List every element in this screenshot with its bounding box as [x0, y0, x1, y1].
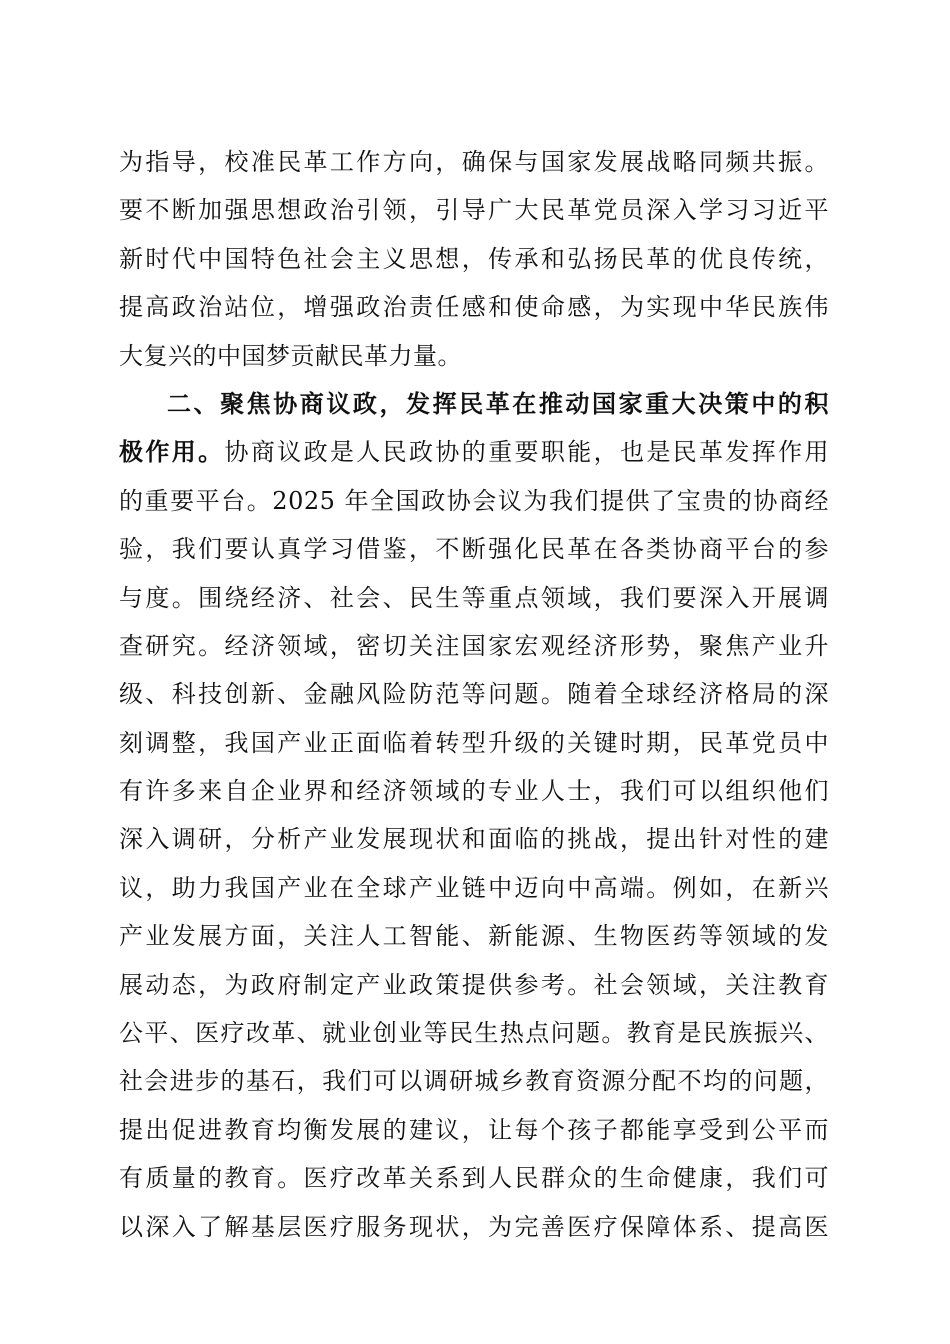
paragraph-line: 产业发展方面，关注人工智能、新能源、生物医药等领域的发 [119, 922, 829, 951]
paragraph-line: 有许多来自企业界和经济领域的专业人士，我们可以组织他们 [119, 777, 829, 806]
paragraph-line-rest: 协商议政是人民政协的重要职能，也是民革发挥作用 [224, 438, 830, 467]
paragraph-line: 深入调研，分析产业发展现状和面临的挑战，提出针对性的建 [119, 825, 829, 854]
paragraph-line: 社会进步的基石，我们可以调研城乡教育资源分配不均的问题， [119, 1067, 829, 1096]
paragraph-line: 验，我们要认真学习借鉴，不断强化民革在各类协商平台的参 [119, 535, 829, 564]
paragraph-line: 大复兴的中国梦贡献民革力量。 [119, 341, 462, 370]
paragraph-line: 以深入了解基层医疗服务现状，为完善医疗保障体系、提高医 [119, 1212, 829, 1241]
paragraph-line: 有质量的教育。医疗改革关系到人民群众的生命健康，我们可 [119, 1164, 829, 1193]
heading-continuation-line [119, 428, 829, 476]
paragraph-line: 提高政治站位，增强政治责任感和使命感，为实现中华民族伟 [119, 293, 829, 322]
paragraph-line: 查研究。经济领域，密切关注国家宏观经济形势，聚焦产业升 [119, 631, 829, 660]
paragraph-line: 议，助力我国产业在全球产业链中迈向中高端。例如，在新兴 [119, 873, 829, 902]
paragraph-line: 为指导，校准民革工作方向，确保与国家发展战略同频共振。 [119, 148, 829, 176]
section-heading-end: 极作用。 [119, 437, 225, 467]
paragraph-line: 级、科技创新、金融风险防范等问题。随着全球经济格局的深 [119, 680, 829, 709]
paragraph-line: 刻调整，我国产业正面临着转型升级的关键时期，民革党员中 [119, 728, 829, 757]
paragraph-line: 展动态，为政府制定产业政策提供参考。社会领域，关注教育 [119, 970, 829, 999]
paragraph-line: 的重要平台。2025 年全国政协会议为我们提供了宝贵的协商经 [119, 486, 829, 515]
paragraph-line: 新时代中国特色社会主义思想，传承和弘扬民革的优良传统， [119, 244, 829, 273]
paragraph-line: 要不断加强思想政治引领，引导广大民革党员深入学习习近平 [119, 196, 829, 225]
paragraph-line: 提出促进教育均衡发展的建议，让每个孩子都能享受到公平而 [119, 1115, 829, 1144]
section-heading: 二、聚焦协商议政，发挥民革在推动国家重大决策中的积 [167, 388, 829, 418]
paragraph-line: 公平、医疗改革、就业创业等民生热点问题。教育是民族振兴、 [119, 1019, 829, 1048]
body-text [119, 138, 829, 1251]
paragraph-line: 与度。围绕经济、社会、民生等重点领域，我们要深入开展调 [119, 583, 829, 612]
